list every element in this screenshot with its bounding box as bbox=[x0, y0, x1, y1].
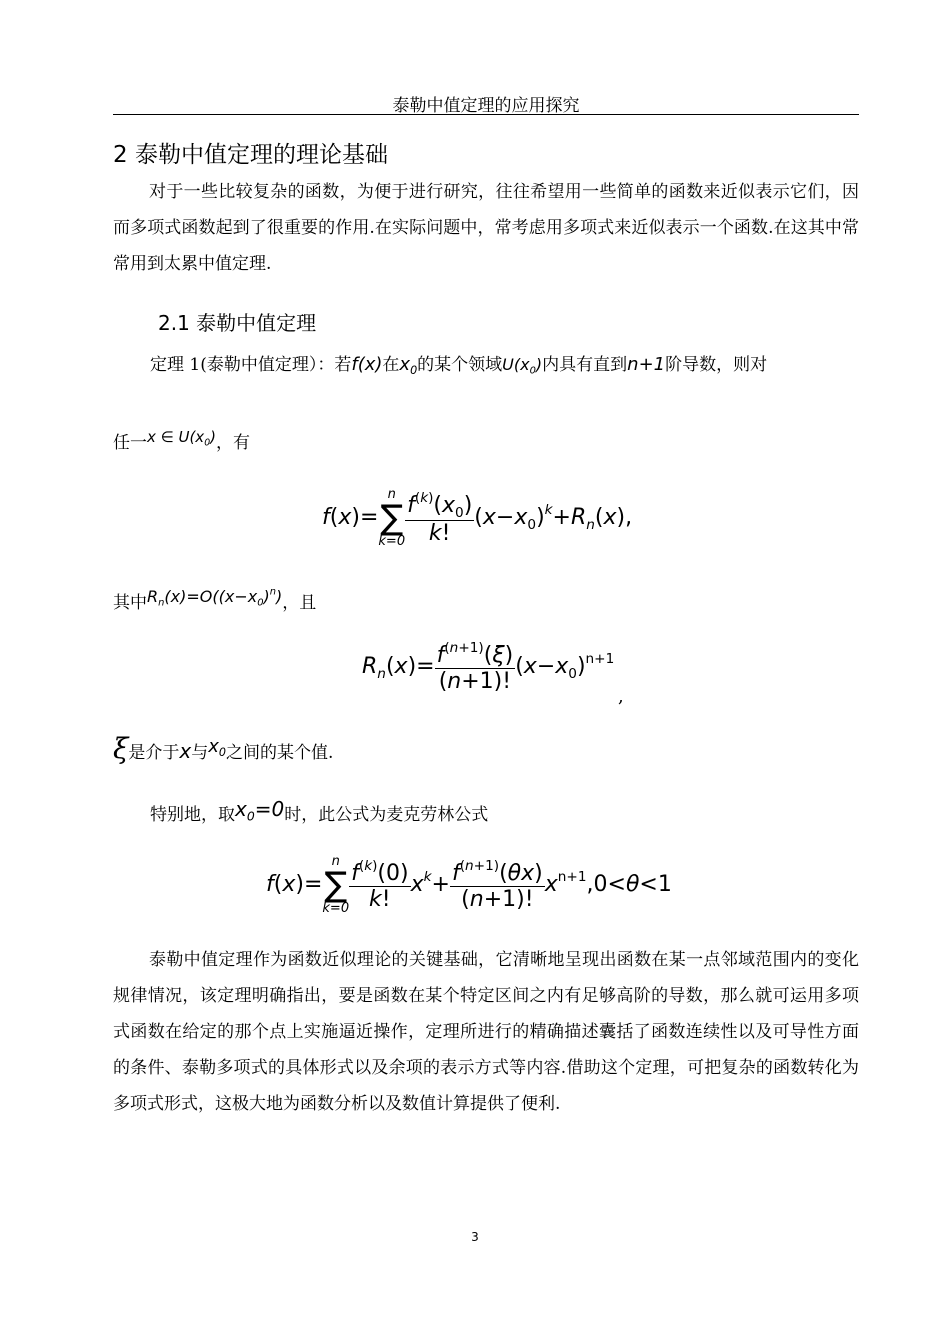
formula-x0-zero: $x_0=0$ bbox=[235, 797, 285, 824]
remainder-text: ，且 bbox=[282, 593, 317, 613]
section-title: 2 泰勒中值定理的理论基础 bbox=[113, 142, 388, 168]
theorem-text: 在 bbox=[382, 355, 400, 375]
maclaurin-formula: f(x)= n ∑ k=0 $\frac{f^{(k)}(0)}{k!}$ $x^k+$ $\frac{f^{(n+1)}(\theta x)}{(n+1)!}$ $x^{n+1},0<\theta<1$ bbox=[266, 854, 672, 916]
formula-x0: $x_0$ bbox=[208, 736, 227, 759]
comma-punct: , bbox=[618, 686, 624, 707]
xi-note bbox=[113, 732, 333, 765]
xi-text: 与 bbox=[191, 743, 209, 763]
formula-remainder-order: $R_n(x)=O((x-x_0)^n)$ bbox=[147, 586, 283, 609]
theorem-text: 阶导数，则对 bbox=[665, 355, 768, 375]
intro-paragraph: 对于一些比较复杂的函数，为便于进行研究，往往希望用一些简单的函数来近似表示它们，因而多项式函数起到了很重要的作用.在实际问题中，常考虑用多项式来近似表示一个函数.在这其中常常用到太累中值定理. bbox=[113, 182, 859, 274]
remainder-definition bbox=[113, 588, 316, 614]
xi-text: 是介于 bbox=[128, 743, 180, 763]
theorem-lead: 定理 1(泰勒中值定理）：若 bbox=[150, 355, 352, 375]
running-header: 泰勒中值定理的应用探究 bbox=[392, 96, 580, 116]
theorem-statement bbox=[150, 350, 767, 377]
theorem-text: 内具有直到 bbox=[542, 355, 628, 375]
theorem-text: ，有 bbox=[215, 433, 250, 453]
theorem-condition bbox=[113, 428, 250, 454]
subsection-title: 2.1 泰勒中值定理 bbox=[158, 311, 317, 335]
formula-neighborhood: $U(x_0)$ bbox=[502, 355, 543, 377]
special-text: 时，此公式为麦克劳林公式 bbox=[284, 805, 489, 825]
formula-xi: ξ bbox=[113, 732, 129, 765]
theorem-text: 的某个领域 bbox=[417, 355, 503, 375]
formula-fx: f(x) bbox=[351, 354, 383, 375]
lagrange-remainder: $R_n(x)=$ $\frac{f^{(n+1)}(\xi)}{(n+1)!}$ $(x-x_0)^{n+1}$ bbox=[362, 640, 615, 695]
formula-order: n+1 bbox=[627, 354, 666, 375]
header-rule bbox=[113, 114, 859, 115]
theorem-text: 任一 bbox=[113, 433, 147, 453]
formula-x: x bbox=[179, 739, 192, 763]
formula-x-in-U: x ∈ $U(x_0)$ bbox=[147, 428, 216, 449]
page-number: 3 bbox=[471, 1230, 479, 1244]
closing-paragraph: 泰勒中值定理作为函数近似理论的关键基础，它清晰地呈现出函数在某一点邻域范围内的变化规律情况，该定理明确指出，要是函数在某个特定区间之内有足够高阶的导数，那么就可运用多项式函数在给定的那个点上实施逼近操作，定理所进行的精确描述囊括了函数连续性以及可导性方面的条件、泰勒多项式的具体形式以及余项的表示方式等内容.借助这个定理，可把复杂的函数转化为多项式形式，这极大地为函数分析以及数值计算提供了便利. bbox=[113, 950, 859, 1114]
formula-x0: $x_0$ bbox=[399, 354, 418, 377]
remainder-text: 其中 bbox=[113, 593, 147, 613]
xi-text: 之间的某个值. bbox=[226, 743, 334, 763]
special-text: 特别地，取 bbox=[150, 805, 235, 825]
taylor-formula: f(x)= n ∑ k=0 $\frac{f^{(k)}(x_0)}{k!}$ $(x-x_0)^k+R_n(x)$, bbox=[322, 487, 633, 549]
maclaurin-intro bbox=[150, 797, 489, 827]
